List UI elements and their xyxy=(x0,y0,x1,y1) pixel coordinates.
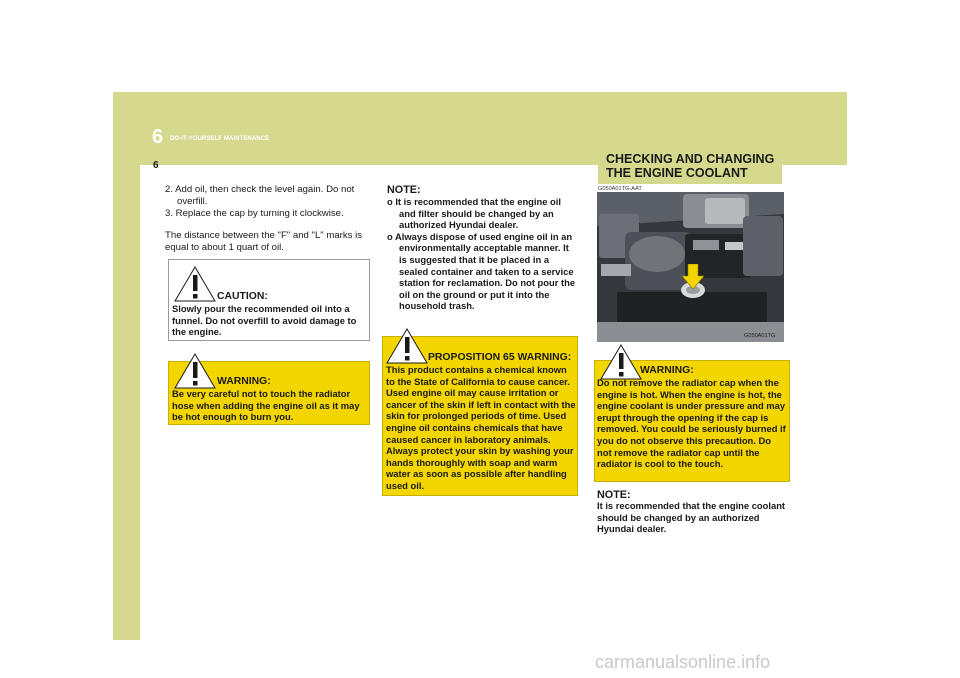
proposition-65-title: PROPOSITION 65 WARNING: xyxy=(428,352,572,363)
down-arrow-icon xyxy=(682,264,704,290)
warning-title: WARNING: xyxy=(217,376,271,387)
alert-triangle-icon xyxy=(174,266,216,302)
instruction-steps xyxy=(165,184,371,221)
oil-note-list xyxy=(387,196,577,312)
section-title: CHECKING AND CHANGING THE ENGINE COOLANT xyxy=(606,152,775,180)
warning-title: WARNING: xyxy=(640,365,694,376)
oil-capacity-paragraph: The distance between the "F" and "L" marks is equal to about 1 quart of oil. xyxy=(165,230,363,254)
watermark: carmanualsonline.info xyxy=(595,652,771,672)
step-3: 3. Replace the cap by turning it clockwise. xyxy=(165,208,344,220)
note-item: o Always dispose of used engine oil in an environmentally acceptable manner. It is suggested that it be placed in a sealed container and taken to a service station for reclamation. Do not pour the oil on the ground or put it into the household trash. xyxy=(387,230,576,312)
note-item: o It is recommended that the engine oil and filter should be changed by an authorized Hyundai dealer. xyxy=(387,196,561,231)
page-number: 6 xyxy=(153,160,159,171)
warning-body: Do not remove the radiator cap when the engine is hot. When the engine is hot, the engine coolant is under pressure and may erupt through the opening if the cap is removed. You could be seriously burned if you do not observe this precaution. Do not remove the radiator cap until the radiator is cool to the touch. xyxy=(597,377,786,470)
alert-triangle-icon xyxy=(174,353,216,389)
step-2: 2. Add oil, then check the level again. Do not overfill. xyxy=(165,184,355,208)
alert-triangle-icon xyxy=(386,328,428,364)
engine-bay-photo xyxy=(597,192,784,342)
alert-triangle-icon xyxy=(600,344,642,380)
reference-code: G050A01TG-AAT xyxy=(598,186,642,192)
photo-caption: G050A01TG xyxy=(744,333,776,339)
caution-title: CAUTION: xyxy=(217,291,268,302)
chapter-number: 6 xyxy=(152,126,164,148)
warning-body: Be very careful not to touch the radiator hose when adding the engine oil as it may be hot enough to burn you. xyxy=(172,388,360,423)
note-title: NOTE: xyxy=(387,184,421,196)
chapter-title: DO-IT-YOURSELF MAINTENANCE xyxy=(170,136,270,142)
coolant-note: It is recommended that the engine coolant should be changed by an authorized Hyundai dealer. xyxy=(597,500,786,535)
side-tab xyxy=(113,165,140,640)
proposition-65-body: This product contains a chemical known to the State of California to cause cancer. Used engine oil may cause irritation or cancer of the skin if left in contact with the skin for prolonged periods of time. Used engine oil contains chemicals that have caused cancer in laboratory animals. Always protect your skin by washing your hands thoroughly with soap and warm water as soon as possible after handling used oil. xyxy=(386,364,576,491)
caution-body: Slowly pour the recommended oil into a funnel. Do not overfill to avoid damage to the engine. xyxy=(172,303,357,338)
note-title: NOTE: xyxy=(597,489,631,501)
